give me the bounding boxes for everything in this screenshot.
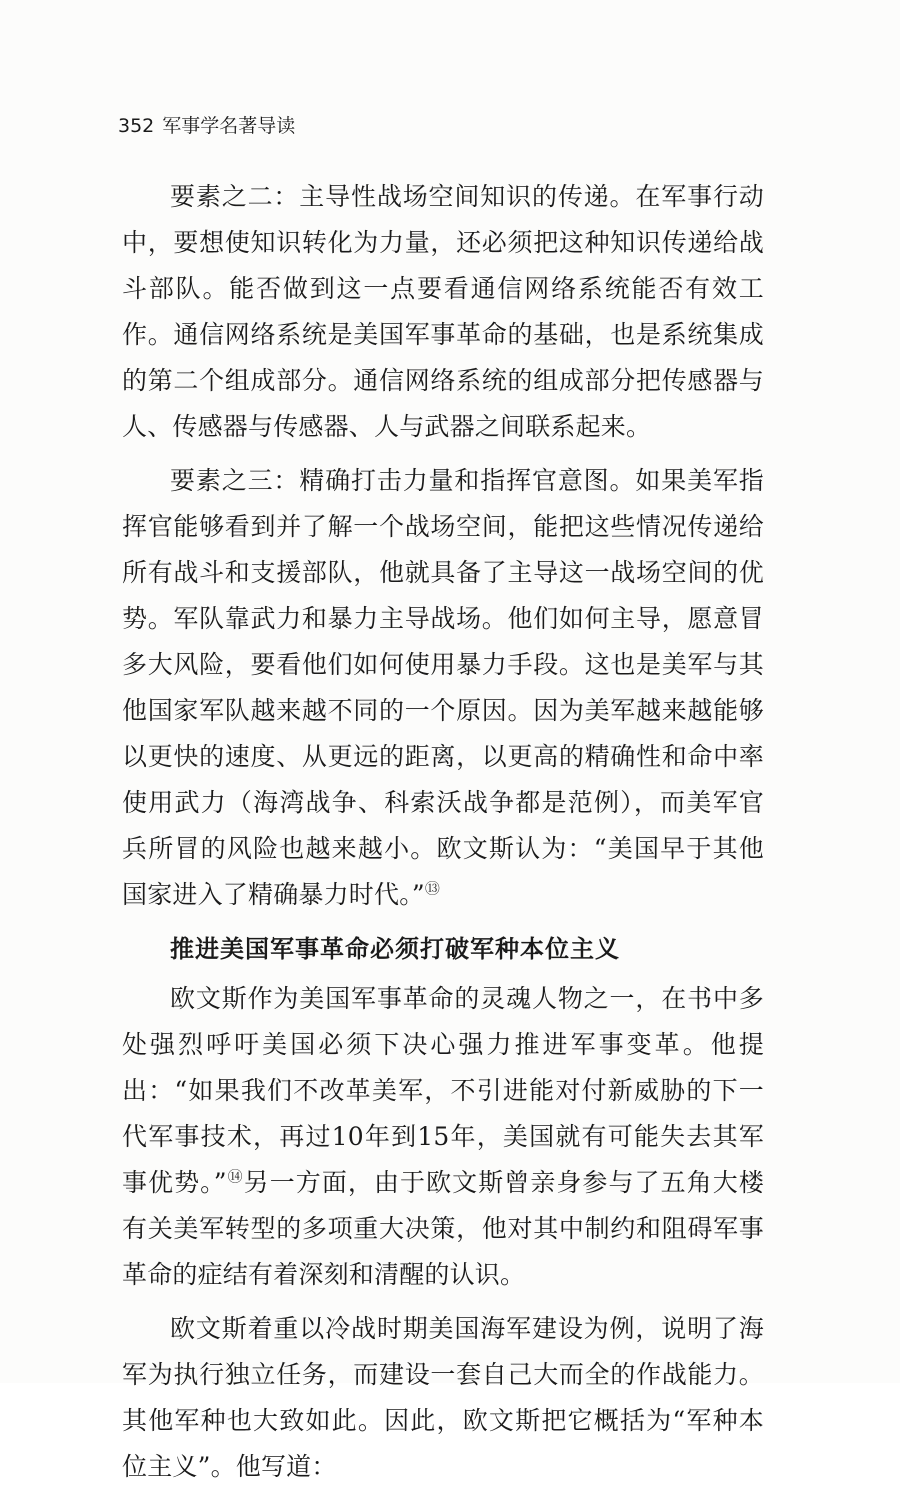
book-title: 军事学名著导读 bbox=[162, 115, 296, 137]
running-header bbox=[118, 114, 295, 138]
paragraph-text: 要素之二：主导性战场空间知识的传递。在军事行动中，要想使知识转化为力量，还必须把这种知识传递给战斗部队。能否做到这一点要看通信网络系统能否有效工作。通信网络系统是美国军事革命的基础，也是系统集成的第二个组成部分。通信网络系统的组成部分把传感器与人、传感器与传感器、人与武器之间联系起来。 bbox=[122, 182, 764, 441]
paragraph-element-two bbox=[122, 174, 764, 450]
paragraph-text: 另一方面，由于欧文斯曾亲身参与了五角大楼有关美军转型的多项重大决策，他对其中制约和阻碍军事革命的症结有着深刻和清醒的认识。 bbox=[122, 1168, 764, 1289]
paragraph-text: 要素之三：精确打击力量和指挥官意图。如果美军指挥官能够看到并了解一个战场空间，能把这些情况传递给所有战斗和支援部队，他就具备了主导这一战场空间的优势。军队靠武力和暴力主导战场。他们如何主导，愿意冒多大风险，要看他们如何使用暴力手段。这也是美军与其他国家军队越来越不同的一个原因。因为美军越来越能够以更快的速度、从更远的距离，以更高的精确性和命中率使用武力（海湾战争、科索沃战争都是范例），而美军官兵所冒的风险也越来越小。欧文斯认为：“美国早于其他国家进入了精确暴力时代。” bbox=[122, 466, 764, 909]
paragraph-text: 欧文斯着重以冷战时期美国海军建设为例，说明了海军为执行独立任务，而建设一套自己大而全的作战能力。其他军种也大致如此。因此，欧文斯把它概括为“军种本位主义”。他写道： bbox=[122, 1314, 764, 1481]
footnote-mark-13: ⑬ bbox=[424, 879, 441, 898]
paragraph-text: 欧文斯作为美国军事革命的灵魂人物之一，在书中多处强烈呼吁美国必须下决心强力推进军事变革。他提出：“如果我们不改革美军，不引进能对付新威胁的下一代军事技术，再过10年到15年，美国就有可能失去其军事优势。” bbox=[122, 984, 764, 1197]
body-text bbox=[122, 174, 764, 1490]
paragraph-owens-appeal bbox=[122, 976, 764, 1298]
paragraph-element-three bbox=[122, 458, 764, 918]
footnote-mark-14: ⑭ bbox=[226, 1167, 244, 1186]
section-heading: 推进美国军事革命必须打破军种本位主义 bbox=[170, 935, 620, 963]
page-number: 352 bbox=[118, 115, 155, 137]
paragraph-navy-example bbox=[122, 1306, 764, 1490]
